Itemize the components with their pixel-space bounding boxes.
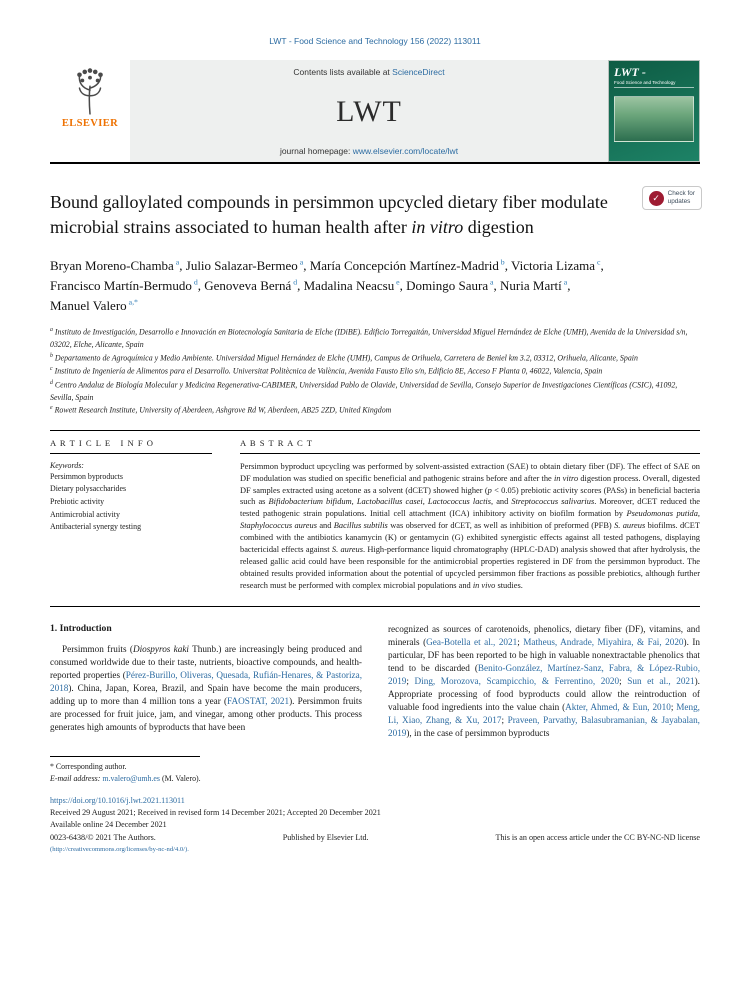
text-segment: biofilms. dCET combined with the antibiotics kanamycin (K) or gentamycin (G) exhibited synergistic effects against all tested pathogens, displaying bactericidal effects against [240, 521, 700, 555]
affiliation-text: Rowett Research Institute, University of Aberdeen, Ashgrove Rd W, Aberdeen, AB25 2ZD, United Kingdom [54, 406, 392, 416]
introduction-heading: 1. Introduction [50, 622, 112, 634]
affiliation [50, 326, 700, 352]
keyword: Persimmon byproducts [50, 471, 123, 481]
text-segment: Staphylococcus aureus [240, 521, 317, 531]
citation-link[interactable]: Praveen, Parvathy, Balasubramanian, & Jayabalan, 2019 [388, 715, 700, 739]
text-segment: . High-performance liquid chromatography (HPLC-DAD) analysis showed that after hydrolysis, the released gallic acid could have been responsible for the antimicrobial properties registered in DF from the persimmon byproduct. The obtained results provided information about the potential of upcycled persimmon fiber fractions as possible prebiotics, although further research must be performed with complex microbial populations and [240, 545, 700, 590]
affiliation-text: Instituto de Ingeniería de Alimentos para el Desarrollo. Universitat Politècnica de València, Avenida Fausto Elio s/n, Edificio 8E, Acceso F Planta 0, 46022, Valencia, Spain [54, 366, 603, 376]
keyword: Antibacterial synergy testing [50, 522, 142, 532]
author-affiliation-ref[interactable]: b [498, 257, 505, 267]
citation-link[interactable]: Pérez-Burillo, Oliveras, Quesada, Rufián-Henares, & Pastoriza, 2018 [50, 669, 362, 694]
check-badge-line1: Check for [667, 190, 695, 197]
affiliation-text: Instituto de Investigación, Desarrollo e Innovación en Biotecnología Sanitaria de Elche (IDiBE). Edificio Torregaitán, Universidad Miguel Hernández de Elche (UMH), Avenida de la Universidad s/n, 03202, Elche, Alicante, Spain [50, 327, 688, 350]
text-segment: Domingo Saura [406, 277, 489, 293]
text-segment: María Concepción Martínez-Madrid [309, 257, 499, 273]
citation-link[interactable]: Benito-González, Martínez-Sanz, Fabra, & López-Rubio, 2019 [388, 663, 700, 687]
doi-link[interactable]: https://doi.org/10.1016/j.lwt.2021.113011 [50, 796, 185, 806]
footnote-rule [50, 756, 200, 757]
affiliation [50, 352, 700, 365]
text-segment: Francisco Martín-Bermudo [50, 277, 192, 293]
contents-prefix: Contents lists available at [293, 67, 393, 77]
affiliation [50, 379, 700, 405]
text-segment: , and [491, 497, 512, 507]
text-segment: Persimmon byproduct upcycling was performed by solvent-assisted extraction (SAE) to obtain dietary fiber (DF). The effect of SAE on DF modulation was studied on specific beneficial and pathogenic strains before and after the [240, 461, 700, 483]
crossmark-icon: ✓ [649, 191, 664, 206]
check-badge-line2: updates [667, 198, 691, 205]
text-segment: . Moreover, dCET reduced the tested pathogenic strain populations. Initial cell attachment (ICA) inhibitory activity on biofilm formation by [240, 497, 701, 519]
right-column [388, 623, 700, 741]
citation-link[interactable]: FAOSTAT, 2021 [227, 696, 290, 707]
cover-title: LWT - [614, 65, 646, 79]
text-segment: , [179, 257, 186, 273]
text-segment: , [197, 277, 205, 293]
article-info-column [50, 438, 212, 592]
text-segment: ; [406, 676, 415, 687]
text-segment: Victoria Lizama [510, 257, 596, 273]
text-segment: Bound galloylated compounds in persimmon upcycled dietary fiber modulate microbial strains associated to human health after [50, 192, 608, 237]
text-segment: Nuria Martí [500, 277, 562, 293]
text-segment: Bacillus subtilis [333, 521, 388, 531]
citation-link[interactable]: Ding, Morozova, Scampicchio, & Ferrentino, 2020 [414, 676, 620, 687]
intro-paragraph-left [50, 643, 362, 734]
text-segment: Madalina Neacsu [303, 277, 395, 293]
keyword: Dietary polysaccharides [50, 484, 127, 494]
author-affiliation-ref[interactable]: a [561, 277, 568, 287]
affiliation-sup: b [50, 352, 53, 359]
affiliation-sup: e [50, 405, 53, 412]
cover-art-image [614, 96, 694, 142]
sciencedirect-link[interactable]: ScienceDirect [392, 67, 445, 77]
text-segment: Lactococcus lactis [427, 497, 492, 507]
text-segment: , [303, 257, 310, 273]
text-segment: Thunb.) are increasingly being produced and consumed worldwide due to their taste, nutrients, bioactive compounds, and health-reported properties ( [50, 643, 363, 680]
journal-citation[interactable]: LWT - Food Science and Technology 156 (2022) 113011 [269, 36, 481, 46]
open-access-note: This is an open access article under the CC BY-NC-ND license [495, 832, 700, 842]
text-segment: S. aureus [331, 545, 363, 555]
text-segment: Persimmon fruits ( [62, 643, 133, 654]
text-segment: in vitro [553, 473, 579, 483]
text-segment: Pseudomonas putida [626, 509, 698, 519]
text-segment: ). Appropriate processing of food byproducts could allow the reintroduction of valuable food ingredients into the value chain ( [388, 676, 700, 713]
text-segment: ; [517, 636, 524, 647]
keyword: Antimicrobial activity [50, 509, 120, 519]
available-online-line: Available online 24 December 2021 [50, 820, 167, 830]
abstract-column [240, 438, 700, 592]
article-info-abstract-section [50, 430, 700, 607]
elsevier-tree-icon [69, 66, 111, 116]
author-affiliation-ref[interactable]: a,* [126, 297, 138, 307]
author-affiliation-ref[interactable]: e [394, 277, 400, 287]
author-affiliation-ref[interactable]: a [488, 277, 494, 287]
elsevier-wordmark: ELSEVIER [61, 118, 119, 129]
text-segment: , [493, 277, 501, 293]
text-segment: , [399, 277, 407, 293]
email-line [50, 773, 390, 785]
affiliation-sup: c [50, 366, 53, 373]
corresponding-author-footnote [50, 756, 390, 785]
abstract-heading: A B S T R A C T [240, 438, 700, 454]
text-segment: and [316, 521, 334, 531]
text-segment: Genoveva Berná [204, 277, 292, 293]
email-link[interactable]: m.valero@umh.es [102, 774, 160, 784]
publisher: Published by Elsevier Ltd. [282, 832, 369, 842]
journal-homepage-link[interactable]: www.elsevier.com/locate/lwt [352, 146, 459, 156]
text-segment: ). China, Japan, Korea, Brazil, and Spain have become the main producers, adding up to more than 4 million tons a year ( [50, 683, 362, 707]
license-url-link[interactable]: (http://creativecommons.org/licenses/by-nc-nd/4.0/). [50, 845, 189, 853]
text-segment: ). In particular, DF has been reported to be high in valuable nonextractable phenolics that tend to be discarded ( [388, 636, 700, 674]
text-segment: , [600, 257, 604, 273]
header-band [130, 60, 608, 162]
text-segment: was observed for dCET, as well as inhibition of preformed (PFB) [387, 521, 615, 531]
affiliation-text: Centro Andaluz de Biología Molecular y Medicina Regenerativa-CABIMER, Universidad Pablo de Olavide, Universidad de Sevilla, Consejo Superior de Investigaciones Científicas (CSIC), 41092, Sevilla, Spain [50, 380, 678, 402]
affiliation-sup: a [50, 327, 53, 334]
check-badge-label [668, 190, 695, 206]
body-columns [50, 623, 700, 741]
left-column [50, 623, 362, 741]
elsevier-logo [50, 60, 130, 162]
text-segment: studies. [495, 580, 523, 590]
text-segment: , [697, 509, 700, 519]
citation-link[interactable]: Matheus, Andrade, Miyahira, & Fai, 2020 [523, 636, 684, 647]
abstract-text [240, 461, 700, 592]
intro-paragraph-right [388, 623, 700, 741]
email-suffix: (M. Valero). [160, 774, 201, 784]
keywords-label: Keywords: [50, 460, 84, 470]
affiliation [50, 365, 700, 378]
text-segment: , [351, 497, 357, 507]
article-footer [50, 795, 700, 854]
text-segment: ). Persimmon fruits are processed for fruit juice, jam, and vinegar, among other products. This process generates high amounts of byproducts that have been [50, 696, 362, 733]
cover-subtitle: Food Science and Technology [614, 80, 694, 88]
text-segment: digestion process. Overall, digested DF samples extracted using acetone as a solvent (dCET) showed higher ( [240, 473, 700, 495]
check-for-updates-badge[interactable] [642, 186, 702, 210]
text-segment: S. aureus [614, 521, 646, 531]
citation-link[interactable]: Sun et al., 2021 [627, 676, 695, 687]
text-segment: Bifidobacterium bifidum [268, 497, 352, 507]
text-segment: ; [670, 702, 677, 713]
homepage-prefix: journal homepage: [279, 146, 353, 156]
citation-link[interactable]: Meng, Li, Xiao, Zhang, & Xu, 2017 [388, 702, 700, 726]
text-segment: p [487, 485, 492, 495]
affiliation [50, 404, 700, 417]
author-affiliation-ref[interactable]: a [173, 257, 180, 267]
article-info-heading: A R T I C L E I N F O [50, 438, 212, 454]
affiliations [50, 326, 700, 418]
text-segment: , [297, 277, 304, 293]
text-segment: Lactobacillus casei [356, 497, 423, 507]
contents-line [138, 67, 600, 77]
text-segment: Julio Salazar-Bermeo [185, 257, 298, 273]
author-list [50, 256, 610, 316]
article-title [50, 190, 662, 240]
author-affiliation-ref[interactable]: c [595, 257, 601, 267]
text-segment: Bryan Moreno-Chamba [50, 257, 174, 273]
text-segment: , [504, 257, 511, 273]
text-segment: ), in the case of persimmon byproducts [406, 728, 550, 739]
text-segment: digestion [463, 216, 534, 237]
text-segment: < 0.05) prebiotic activity scores (PASs) in beneficial bacteria such as [240, 485, 700, 507]
text-segment: Diospyros kaki [132, 643, 189, 654]
citation-link[interactable]: Gea-Botella et al., 2021 [426, 636, 518, 647]
text-segment: in vivo [472, 580, 496, 590]
text-segment: in vitro [411, 216, 464, 237]
received-line: Received 29 August 2021; Received in revised form 14 December 2021; Accepted 20 December 2021 [50, 808, 381, 818]
author-affiliation-ref[interactable]: d [291, 277, 298, 287]
homepage-line [138, 146, 600, 156]
text-segment: , [567, 277, 571, 293]
text-segment: Manuel Valero [50, 297, 127, 313]
issn-copyright: 0023-6438/© 2021 The Authors. [50, 832, 156, 842]
text-segment: , [422, 497, 428, 507]
text-segment: ; [501, 715, 508, 726]
text-segment: recognized as sources of carotenoids, phenolics, dietary fiber (DF), vitamins, and minerals ( [388, 623, 700, 647]
journal-cover-thumbnail [608, 60, 700, 162]
keyword: Prebiotic activity [50, 496, 105, 506]
journal-title: LWT [336, 94, 402, 128]
author-affiliation-ref[interactable]: a [297, 257, 304, 267]
text-segment: Streptococcus salivarius [511, 497, 595, 507]
affiliation-text: Departamento de Agroquímica y Medio Ambiente. Universidad Miguel Hernández de Elche (UMH), Campus de Orihuela, Carretera de Beniel km 3.2, 03312, Orihuela, Alicante, Spain [54, 353, 638, 363]
corresponding-author-line: * Corresponding author. [50, 762, 127, 772]
journal-header [50, 60, 700, 164]
text-segment: ; [619, 676, 628, 687]
email-label: E-mail address: [50, 774, 101, 784]
affiliation-sup: d [50, 379, 53, 386]
author-affiliation-ref[interactable]: d [191, 277, 198, 287]
citation-link[interactable]: Akter, Ahmed, & Eun, 2010 [565, 702, 671, 713]
issn-license-line [50, 832, 700, 844]
